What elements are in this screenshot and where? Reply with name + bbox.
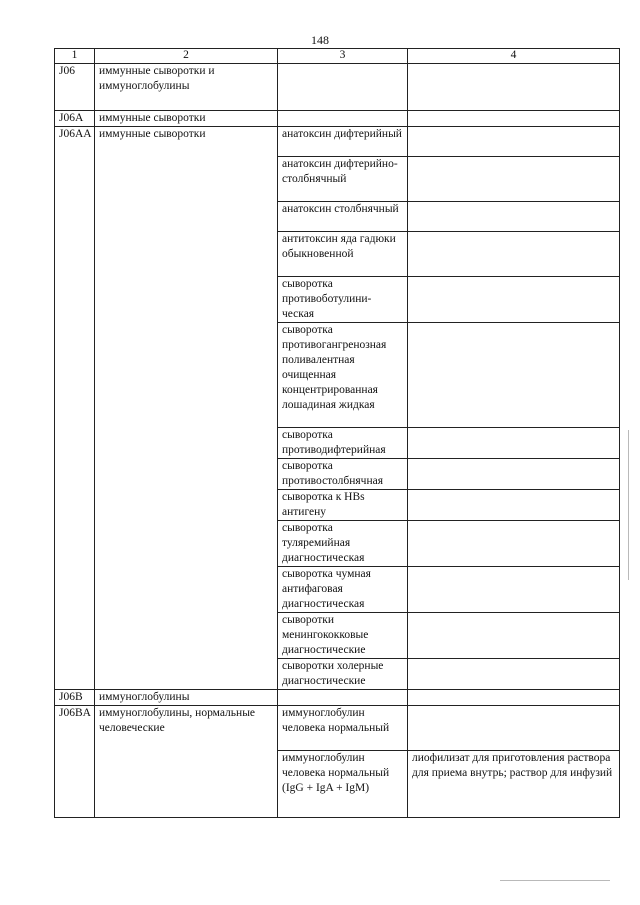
dosage-form xyxy=(408,706,620,751)
scan-artifact-line xyxy=(500,880,610,881)
drug-name: анатоксин дифтерийно-столбнячный xyxy=(278,157,408,202)
table-row xyxy=(55,127,620,157)
atc-code: J06B xyxy=(55,690,95,706)
group-name: иммуноглобулины, нормальные человеческие xyxy=(95,706,278,818)
drug-name: анатоксин дифтерийный xyxy=(278,127,408,157)
page-number: 148 xyxy=(311,33,329,47)
dosage-form xyxy=(408,428,620,459)
drug-name: сыворотка туляремийная диагностическая xyxy=(278,521,408,567)
dosage-form xyxy=(408,323,620,428)
column-header-3: 3 xyxy=(278,49,408,64)
table-row xyxy=(55,706,620,751)
dosage-form-cell xyxy=(408,690,620,706)
atc-code: J06AA xyxy=(55,127,95,690)
drug-name: сыворотка противоботулини-ческая xyxy=(278,277,408,323)
scan-artifact-line xyxy=(628,430,629,580)
column-header-4: 4 xyxy=(408,49,620,64)
drug-name-cell xyxy=(278,690,408,706)
dosage-form xyxy=(408,157,620,202)
drug-name: иммуноглобулин человека нормальный (IgG + IgA + IgM) xyxy=(278,751,408,818)
dosage-form-cell xyxy=(408,111,620,127)
table-row xyxy=(55,690,620,706)
dosage-form xyxy=(408,127,620,157)
dosage-form xyxy=(408,202,620,232)
drug-name-cell xyxy=(278,111,408,127)
drug-name: сыворотка к HBs антигену xyxy=(278,490,408,521)
dosage-form xyxy=(408,567,620,613)
group-name: иммунные сыворотки xyxy=(95,127,278,690)
atc-code: J06 xyxy=(55,64,95,111)
drug-name-cell xyxy=(278,64,408,111)
drug-name: сыворотка противогангренозная поливалентная очищенная концентрированная лошадиная жидкая xyxy=(278,323,408,428)
column-header-1: 1 xyxy=(55,49,95,64)
atc-code: J06A xyxy=(55,111,95,127)
dosage-form xyxy=(408,521,620,567)
dosage-form xyxy=(408,490,620,521)
drug-classification-table xyxy=(54,48,620,818)
group-name: иммуноглобулины xyxy=(95,690,278,706)
dosage-form xyxy=(408,277,620,323)
dosage-form xyxy=(408,659,620,690)
drug-name: антитоксин яда гадюки обыкновенной xyxy=(278,232,408,277)
dosage-form xyxy=(408,459,620,490)
dosage-form xyxy=(408,232,620,277)
dosage-form xyxy=(408,613,620,659)
column-header-2: 2 xyxy=(95,49,278,64)
table-row xyxy=(55,64,620,111)
group-name: иммунные сыворотки xyxy=(95,111,278,127)
drug-name: сыворотка противостолбнячная xyxy=(278,459,408,490)
drug-name: иммуноглобулин человека нормальный xyxy=(278,706,408,751)
group-name: иммунные сыворотки и иммуноглобулины xyxy=(95,64,278,111)
drug-name: сыворотки холерные диагностические xyxy=(278,659,408,690)
drug-name: сыворотка противодифтерийная xyxy=(278,428,408,459)
drug-name: сыворотка чумная антифаговая диагностическая xyxy=(278,567,408,613)
drug-name: анатоксин столбнячный xyxy=(278,202,408,232)
atc-code: J06BA xyxy=(55,706,95,818)
dosage-form: лиофилизат для приготовления раствора для приема внутрь; раствор для инфузий xyxy=(408,751,620,818)
column-number-row xyxy=(55,49,620,64)
drug-name: сыворотки менингококковые диагностические xyxy=(278,613,408,659)
dosage-form-cell xyxy=(408,64,620,111)
table-row xyxy=(55,111,620,127)
